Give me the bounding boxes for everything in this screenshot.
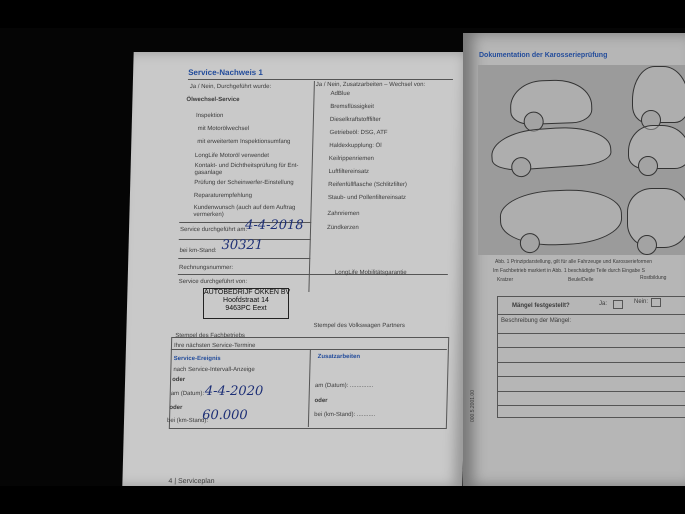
car-side-view-alt bbox=[628, 125, 685, 169]
service-by-label: Service durchgeführt von: bbox=[178, 279, 248, 285]
diagram-caption: Abb. 1 Prinzipdarstellung, gilt für alle Fahrzeuge und Karosserieformen bbox=[495, 259, 653, 265]
option-dent: Beule/Delle bbox=[568, 277, 594, 283]
service-event-heading: Service-Ereignis bbox=[173, 356, 221, 362]
right-or-label: oder bbox=[314, 398, 328, 404]
no-checkbox[interactable] bbox=[651, 298, 661, 307]
side-code: 000.5.2001.00 bbox=[470, 390, 476, 422]
left-item: mit Motorölwechsel bbox=[197, 126, 250, 132]
stamp-left-caption: Stempel des Fachbetriebs bbox=[175, 333, 246, 339]
km-value: 30321 bbox=[221, 238, 264, 253]
service-record-heading: Service-Nachweis 1 bbox=[188, 68, 263, 77]
right-column-header: Ja / Nein, Zusatzarbeiten – Wechsel von: bbox=[315, 82, 426, 88]
page-footer: 4 | Serviceplan bbox=[168, 478, 215, 485]
next-km-label: bei (km-Stand): bbox=[166, 418, 209, 424]
description-label: Beschreibung der Mängel: bbox=[501, 318, 572, 324]
right-date-label: am (Datum): .............. bbox=[314, 383, 374, 389]
right-item: Keilrippenriemen bbox=[328, 156, 374, 162]
right-item: Haldexkupplung: Öl bbox=[329, 143, 382, 149]
defect-label: Mängel festgestellt? bbox=[512, 303, 570, 309]
right-item: Dieselkraftstofffilter bbox=[329, 117, 381, 123]
service-date-value: 4-4-2018 bbox=[244, 218, 304, 233]
yes-label: Ja: bbox=[599, 301, 608, 307]
workshop-stamp bbox=[203, 288, 289, 319]
car-interior-view bbox=[627, 188, 685, 248]
right-item: Bremsflüssigkeit bbox=[330, 104, 375, 110]
right-item: Zündkerzen bbox=[326, 225, 359, 231]
right-item: Luftfiltereinsatz bbox=[328, 169, 369, 175]
left-item: Ölwechsel-Service bbox=[186, 97, 240, 103]
option-scratch: Kratzer bbox=[497, 277, 514, 283]
car-rear-view bbox=[632, 66, 685, 123]
left-item: mit erweitertem Inspektionsumfang bbox=[197, 139, 291, 145]
next-date-label: am (Datum): bbox=[170, 391, 205, 397]
interval-label: nach Service-Intervall-Anzeige bbox=[173, 367, 255, 373]
next-km-value: 60.000 bbox=[201, 408, 248, 423]
yes-checkbox[interactable] bbox=[613, 300, 623, 309]
right-km-label: bei (km-Stand): ........... bbox=[314, 412, 376, 418]
right-item: Zahnriemen bbox=[327, 211, 360, 217]
left-item: Reparaturempfehlung bbox=[193, 193, 253, 199]
longlife-label: LongLife Mobilitätsgarantie bbox=[334, 270, 407, 276]
stamp-right-caption: Stempel des Volkswagen Partners bbox=[313, 323, 405, 329]
right-item: Getriebeöl: DSG, ATF bbox=[329, 130, 388, 136]
stamp-line: 9463PC Eext bbox=[225, 305, 267, 312]
km-label: bei km-Stand: bbox=[179, 248, 217, 254]
next-date-value: 4-4-2020 bbox=[204, 384, 264, 399]
right-item: Reifenfüllflasche (Schlitzfilter) bbox=[328, 182, 407, 188]
stamp-line: AUTOBEDRIJF OKKEN BV bbox=[204, 289, 291, 296]
left-item: Kontakt- und Dichtheitsprüfung für Ent-gasanlage bbox=[194, 163, 299, 176]
left-item: Prüfung der Scheinwerfer-Einstellung bbox=[194, 180, 294, 186]
service-date-label: Service durchgeführt am: bbox=[179, 227, 248, 233]
or-label: oder bbox=[172, 377, 186, 383]
stamp-line: Hoofdstraat 14 bbox=[223, 297, 269, 304]
left-item: Kundenwunsch (auch auf dem Auftrag vermerken) bbox=[193, 205, 296, 218]
extra-work-heading: Zusatzarbeiten bbox=[317, 354, 361, 360]
left-item: Inspektion bbox=[195, 113, 224, 119]
next-service-heading: Ihre nächsten Service-Termine bbox=[173, 343, 256, 349]
right-item: Staub- und Pollenfiltereinsatz bbox=[327, 195, 406, 201]
car-front-view bbox=[509, 79, 592, 126]
right-item: AdBlue bbox=[330, 91, 351, 97]
option-rust: Rostbildung bbox=[640, 275, 667, 281]
body-inspection-heading: Dokumentation der Karosserieprüfung bbox=[479, 52, 608, 59]
left-item: LongLife Motoröl verwendet bbox=[194, 153, 270, 159]
left-service-page bbox=[122, 52, 473, 486]
no-label: Nein: bbox=[634, 299, 649, 305]
diagram-instruction: Im Fachbetrieb markiert in Abb. 1 beschädigte Teile durch Eingabe S bbox=[493, 268, 645, 274]
or-label-second: oder bbox=[169, 405, 183, 411]
invoice-label: Rechnungsnummer: bbox=[178, 265, 234, 271]
left-column-header: Ja / Nein, Durchgeführt wurde: bbox=[189, 84, 272, 90]
